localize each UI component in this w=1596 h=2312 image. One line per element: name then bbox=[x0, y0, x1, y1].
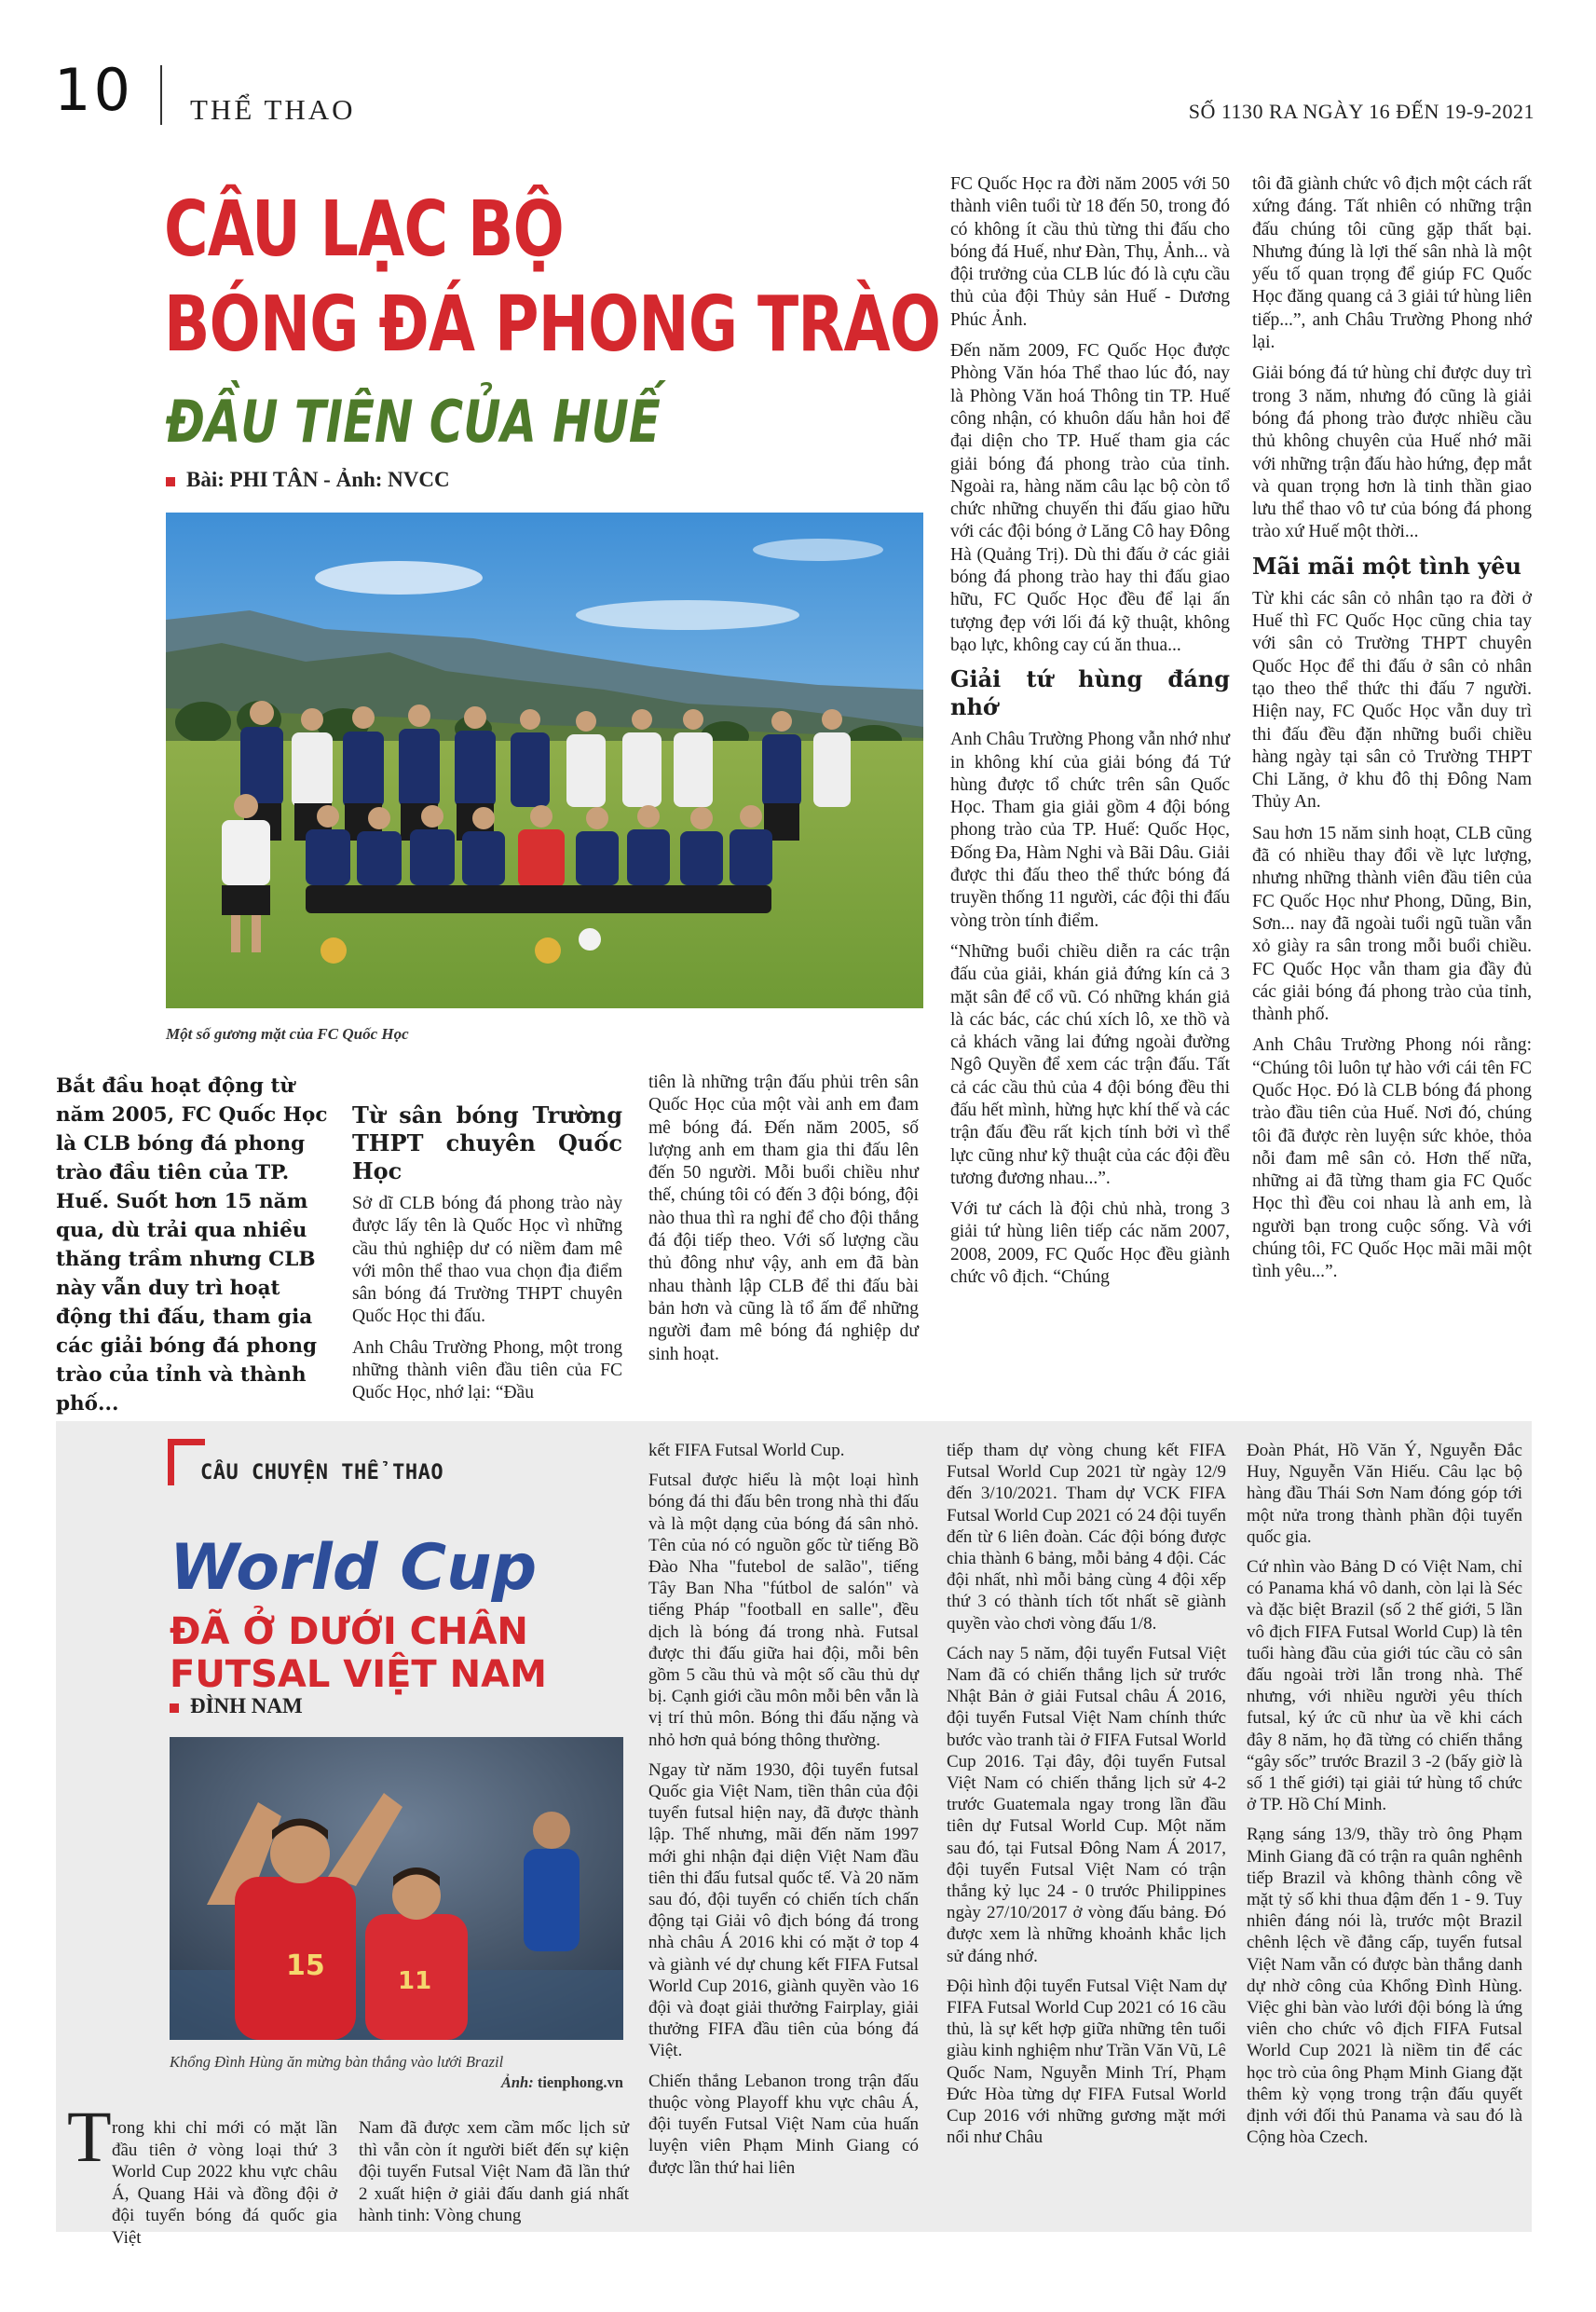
article-subtitle: ĐẦU TIÊN CỦA HUẾ bbox=[166, 388, 661, 456]
paragraph: Với tư cách là đội chủ nhà, trong 3 giải tứ hùng liên tiếp các năm 2007, 2008, 2009, FC Quốc Học đều giành chức vô địch. “Chúng bbox=[950, 1199, 1230, 1288]
svg-text:11: 11 bbox=[398, 1967, 432, 1995]
paragraph: rong khi chỉ mới có mặt lần đầu tiên ở vòng loại thứ 3 World Cup 2022 khu vực châu Á, Quang Hải và đồng đội ở đội tuyển bóng đá quốc gia Việt bbox=[112, 2118, 337, 2248]
byline-text: ĐÌNH NAM bbox=[190, 1694, 303, 1717]
paragraph: Sở dĩ CLB bóng đá phong trào này được lấy tên là Quốc Học vì những cầu thủ nghiệp dư có niềm đam mê với môn thể thao vua chọn địa điểm sân bóng đá Trường THPT chuyên Quốc Học thi đấu. bbox=[352, 1194, 622, 1327]
header-divider bbox=[160, 65, 162, 125]
team-photo bbox=[166, 513, 923, 1008]
paragraph: Futsal được hiểu là một loại hình bóng đá thi đấu bên trong nhà thi đấu và là một dạng của bóng đá sân nhỏ. Tên của nó có nguồn gốc từ tiếng Bồ Đào Nha "futebol de salão", tiếng Tây Ban Nha "fútbol de salón" và tiếng Pháp "football en salle", đều dịch là bóng đá trong nhà. Futsal được thi đấu giữa hai đội, mỗi bên gồm 5 cầu thủ và một số cầu thủ dự bị. Cạnh giới cầu môn mỗi bên vẫn là vị trí thủ môn. Bóng thi đấu nặng và nhỏ hơn quả bóng thông thường. bbox=[648, 1471, 919, 1750]
article-subtitle bbox=[170, 1610, 547, 1696]
article2-column-c bbox=[648, 1440, 919, 2187]
article1-column-a bbox=[352, 1096, 622, 1414]
caption-text: Khổng Đình Hùng ăn mừng bàn thắng vào lưới Brazil bbox=[170, 2053, 504, 2071]
paragraph: Anh Châu Trường Phong vẫn nhớ như in không khí của giải bóng đá Tứ hùng được tổ chức trên sân Quốc Học. Tham gia giải gồm 4 đội bóng phong trào của TP. Huế: Quốc Học, Đống Đa, Hàm Nghi và Bãi Dâu. Giải được thi đấu theo thể thức bóng đá truyền thống 11 người, các đội thi đấu vòng tròn tính điểm. bbox=[950, 730, 1230, 931]
column-heading: Mãi mãi một tình yêu bbox=[1252, 552, 1521, 580]
article1-column-d bbox=[1252, 173, 1532, 1293]
kicker-label: CÂU CHUYỆN THỂ THAO bbox=[200, 1461, 444, 1484]
article-title: World Cup bbox=[170, 1531, 538, 1605]
article-title bbox=[164, 183, 940, 373]
byline bbox=[170, 1694, 303, 1718]
futsal-photo-illustration bbox=[170, 1737, 623, 2040]
byline-text: Bài: PHI TÂN - Ảnh: NVCC bbox=[186, 468, 450, 491]
svg-text:15: 15 bbox=[286, 1949, 325, 1982]
byline bbox=[166, 468, 450, 492]
photo-credit-source: tienphong.vn bbox=[537, 2073, 623, 2091]
paragraph: Đến năm 2009, FC Quốc Học được Phòng Văn hóa Thể thao lúc đó, nay là Phòng Văn hoá Thông tin TP. Huế công nhận, có khuôn dấu hẳn hoi để đại diện cho TP. Huế tham gia các giải bóng đá phong trào của tỉnh. Ngoài ra, hàng năm câu lạc bộ còn tổ chức những chuyến thi đấu giao hữu với các đội bóng ở Lăng Cô hay Đông Hà (Quảng Trị). Dù thi đấu ở các giải bóng đá phong trào hay thi đấu giao hữu, FC Quốc Học đều để lại ấn tượng đẹp với lối đá kỹ thuật, không bạo lực, không cay cú ăn thua... bbox=[950, 341, 1230, 655]
article2-column-d bbox=[947, 1440, 1226, 2157]
paragraph: Nam đã được xem cầm mốc lịch sử thì vẫn còn ít người biết đến sự kiện đội tuyển Futsal Việt Nam đã lần thứ 2 xuất hiện ở giải đấu danh giá nhất hành tinh: Vòng chung bbox=[359, 2118, 629, 2225]
team-photo-illustration bbox=[166, 513, 923, 1008]
article1-column-c bbox=[950, 173, 1230, 1297]
paragraph: Đoàn Phát, Hồ Văn Ý, Nguyễn Đắc Huy, Nguyễn Văn Hiếu. Câu lạc bộ hàng đầu Thái Sơn Nam đóng góp tới một nửa trong thành phần đội tuyển quốc gia. bbox=[1247, 1441, 1522, 1547]
lead-paragraph: Bắt đầu hoạt động từ năm 2005, FC Quốc Học là CLB bóng đá phong trào đầu tiên của TP. Huế. Suốt hơn 15 năm qua, dù trải qua nhiều thăng trầm nhưng CLB này vẫn duy trì hoạt động thi đấu, tham gia các giải bóng đá phong trào của tỉnh và thành phố... bbox=[56, 1074, 328, 1416]
paragraph: Chiến thắng Lebanon trong trận đấu thuộc vòng Playoff khu vực châu Á, đội tuyển Futsal Việt Nam của huấn luyện viên Phạm Minh Giang có được lần thứ hai liên bbox=[648, 2071, 919, 2178]
paragraph: Cứ nhìn vào Bảng D có Việt Nam, chỉ có Panama khá vô danh, còn lại là Séc và đặc biệt Brazil (số 2 thế giới, 5 lần vô địch FIFA Futsal World Cup) là tên tuổi hàng đầu của giới túc cầu cỏ sân đấu ngoài trời lẫn trong nhà. Thế nhưng, với nhiều người yêu thích futsal, ký ức cũ như ùa về khi cách đây 8 năm, họ đã từng có chiến thắng “gây sốc” trước Brazil 3 -2 (bấy giờ là số 1 thế giới) tại giải tứ hùng tổ chức ở TP. Hồ Chí Minh. bbox=[1247, 1557, 1522, 1815]
paragraph: Từ khi các sân cỏ nhân tạo ra đời ở Huế thì FC Quốc Học cũng chia tay với sân cỏ Trường THPT chuyên Quốc Học để thi đấu ở sân cỏ nhân tạo theo thể thức thi đấu 7 người. Hiện nay, FC Quốc Học vẫn duy trì thi đấu đều đặn những buổi chiều hàng ngày tại sân cỏ Trường THPT Chi Lăng, ở khu đô thị Đông Nam Thủy An. bbox=[1252, 588, 1532, 813]
title-line-1: CÂU LẠC BỘ bbox=[164, 185, 564, 274]
paragraph: “Những buổi chiều diễn ra các trận đấu của giải, khán giả đứng kín cả 3 mặt sân để cổ vũ. Có những khán giả là các bác, các chú xích lô, xe thồ và cả khách vãng lai đứng ngoài đường Ngô Quyền để xem các trận đấu. Tất cả các cầu thủ của 4 đội bóng đều thi đấu hết mình, hừng hực khí thế và các trận đấu đều rất kịch tính bởi vì thể lực cũng như kỹ thuật của các đội đều tương đương nhau...”. bbox=[950, 941, 1230, 1188]
page-number: 10 bbox=[54, 56, 133, 124]
issue-info: SỐ 1130 RA NGÀY 16 ĐẾN 19-9-2021 bbox=[1188, 100, 1535, 123]
paragraph: Cách nay 5 năm, đội tuyển Futsal Việt Nam đã có chiến thắng lịch sử trước Nhật Bản ở giải Futsal châu Á 2016, đội tuyển Futsal Việt Nam chính thức bước vào tranh tài ở FIFA Futsal World Cup 2016. Tại đây, đội tuyển Futsal Việt Nam có chiến thắng lịch sử 4-2 trước Guatemala ngay trong lần đầu tiên dự Futsal World Cup. Một năm sau đó, tại Futsal Đông Nam Á 2017, đội tuyển Futsal Việt Nam có trận thắng kỷ lục 24 - 0 trước Philippines ngày 27/10/2017 ở vòng đấu bảng. Đó được xem là những khoảnh khắc lịch sử đáng nhớ. bbox=[947, 1643, 1226, 1966]
paragraph: tiếp tham dự vòng chung kết FIFA Futsal World Cup 2021 từ ngày 12/9 đến 3/10/2021. Tham dự VCK FIFA Futsal World Cup 2021 có 24 đội tuyển đến từ 6 liên đoàn. Các đội bóng được chia thành 6 bảng, mỗi bảng 4 đội. Các đội nhất, nhì mỗi bảng cùng 4 đội xếp thứ 3 có thành tích tốt nhất sẽ giành quyền vào chơi vòng đấu 1/8. bbox=[947, 1441, 1226, 1634]
paragraph: Rạng sáng 13/9, thầy trò ông Phạm Minh Giang đã có trận ra quân nghênh tiếp Brazil và không thành công về mặt tỷ số khi thua đậm đến 1 - 9. Tuy nhiên đáng nói là, trước một Brazil chênh lệch về đẳng cấp, tuyển futsal Việt Nam vẫn có được bàn thắng danh dự nhờ công của Khổng Đình Hùng. Việc ghi bàn vào lưới đội bóng là ứng viên cho chức vô địch FIFA Futsal World Cup 2021 là niềm tin để các học trò của ông Phạm Minh Giang đặt thêm kỳ vọng trong trận đấu quyết định với đối thủ Panama và sau đó là Cộng hòa Czech. bbox=[1247, 1825, 1522, 2148]
paragraph: tôi đã giành chức vô địch một cách rất xứng đáng. Tất nhiên có những trận đấu chúng tôi cũng gặp thất bại. Nhưng đúng là lợi thế sân nhà là một yếu tố quan trọng để giúp FC Quốc Học đăng quang cả 3 giải tứ hùng liên tiếp...”, anh Châu Trường Phong nhớ lại. bbox=[1252, 174, 1532, 353]
futsal-photo bbox=[170, 1737, 623, 2040]
kicker-bracket-icon bbox=[168, 1439, 205, 1485]
paragraph: Sau hơn 15 năm sinh hoạt, CLB cũng đã có nhiều thay đổi về lực lượng, nhưng những thành viên đầu tiên của FC Quốc Học như Phong, Dũng, Bin, Sơn... nay đã ngoài tuổi ngũ tuần vẫn xỏ giày ra sân trong mỗi buổi chiều. FC Quốc Học vẫn tham gia đầy đủ các giải bóng đá phong trào của tỉnh, thành phố. bbox=[1252, 823, 1532, 1025]
byline-bullet-icon bbox=[166, 477, 175, 486]
article2-column-e bbox=[1247, 1440, 1522, 2157]
subtitle-line-2: FUTSAL VIỆT NAM bbox=[170, 1653, 547, 1696]
column-heading: Từ sân bóng Trường THPT chuyên Quốc Học bbox=[352, 1101, 622, 1184]
paragraph: FC Quốc Học ra đời năm 2005 với 50 thành viên tuổi từ 18 đến 50, trong đó có không ít cầu thủ từng thi đấu cho bóng đá Huế, như Đàn, Thụ, Ảnh... và đội trưởng của CLB lúc đó là cựu cầu thủ của đội Thủy sản Huế - Dương Phúc Ảnh. bbox=[950, 174, 1230, 330]
photo-credit bbox=[170, 2073, 623, 2093]
paragraph: Ngay từ năm 1930, đội tuyển futsal Quốc gia Việt Nam, tiền thân của đội tuyển futsal hiện nay, đã được thành lập. Thế nhưng, mãi đến năm 1997 mới ghi nhận đại diện Việt Nam đầu tiên thi đấu futsal quốc tế. Và 20 năm sau đó, đội tuyển có chiến tích chấn động tại Giải vô địch bóng đá trong nhà châu Á 2016 khi có mặt ở top 4 và giành vé dự chung kết FIFA Futsal World Cup 2016, giành quyền vào 16 đội và đoạt giải thưởng Fairplay, giải thưởng FIFA đầu tiên của bóng đá Việt. bbox=[648, 1759, 919, 2061]
paragraph: Giải bóng đá tứ hùng chỉ được duy trì trong 3 năm, nhưng đó cũng là giải bóng đá phong trào được nhiều cầu thủ không chuyên của Huế nhớ mãi với những trận đấu hào hứng, đẹp mắt và quan trọng hơn là tinh thần giao lưu thể thao vô tư của bóng đá phong trào xứ Huế một thời... bbox=[1252, 363, 1532, 542]
article2-column-b bbox=[359, 2117, 629, 2236]
byline-bullet-icon bbox=[170, 1703, 179, 1713]
photo-caption: Một số gương mặt của FC Quốc Học bbox=[166, 1025, 409, 1043]
drop-cap: T bbox=[67, 2096, 112, 2177]
title-line-2: BÓNG ĐÁ PHONG TRÀO bbox=[164, 280, 941, 369]
section-name: THỂ THAO bbox=[190, 93, 356, 126]
paragraph: kết FIFA Futsal World Cup. bbox=[648, 1441, 845, 1460]
column-heading: Giải tứ hùng đáng nhớ bbox=[950, 665, 1230, 721]
photo-credit-label: Ảnh: bbox=[500, 2073, 538, 2091]
paragraph: Anh Châu Trường Phong nói rằng: “Chúng tôi luôn tự hào với cái tên FC Quốc Học. Đó là CLB bóng đá phong trào đầu tiên của Huế. Nơi đó, chúng tôi đã được rèn luyện sức khỏe, thỏa nỗi đam mê sân cỏ. Hơn thế nữa, những ai đã từng tham gia FC Quốc Học thì đều coi nhau là anh em, là người bạn trong cuộc sống. Và với chúng tôi, FC Quốc Học mãi mãi một tình yêu...”. bbox=[1252, 1035, 1532, 1282]
photo-caption bbox=[170, 2052, 623, 2093]
paragraph: Anh Châu Trường Phong, một trong những thành viên đầu tiên của FC Quốc Học, nhớ lại: “Đầu bbox=[352, 1337, 622, 1403]
paragraph: Đội hình đội tuyển Futsal Việt Nam dự FIFA Futsal World Cup 2021 có 16 cầu thủ, là sự kết hợp giữa những tên tuổi giàu kinh nghiệm như Trần Văn Vũ, Lê Quốc Nam, Nguyễn Minh Trí, Phạm Đức Hòa từng dự FIFA Futsal World Cup 2016 với những gương mặt mới nổi như Châu bbox=[947, 1976, 1226, 2148]
article2-column-a bbox=[112, 2117, 337, 2257]
subtitle-line-1: ĐÃ Ở DƯỚI CHÂN bbox=[170, 1610, 528, 1653]
article1-column-b bbox=[648, 1072, 919, 1375]
paragraph: tiên là những trận đấu phủi trên sân Quốc Học của một vài anh em đam mê bóng đá. Đến năm 2005, số lượng anh em tham gia thi đấu lên đến 50 người. Mỗi buổi chiều như thế, chúng tôi có đến 3 đội bóng, đội nào thua thì ra nghỉ để cho đội thắng đá đội tiếp theo. Với số lượng cầu thủ đông như vậy, anh em đã bàn nhau thành lập CLB để thi đấu bài bản hơn và cũng là tổ ấm để những người đam mê bóng đá nghiệp dư sinh hoạt. bbox=[648, 1073, 919, 1364]
